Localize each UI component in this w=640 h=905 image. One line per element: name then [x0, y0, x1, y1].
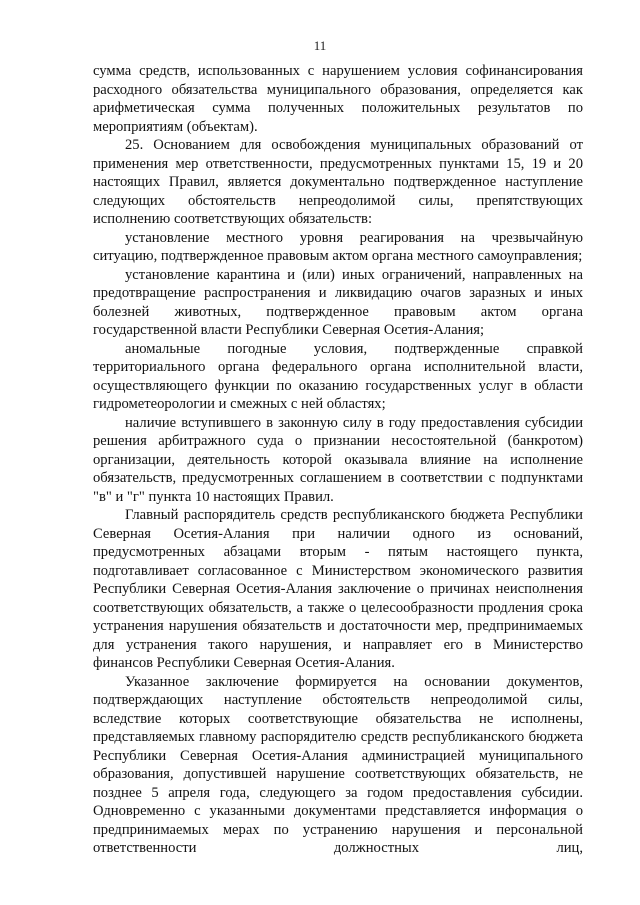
- paragraph-weather-conditions: аномальные погодные условия, подтвержденные справкой территориального органа федерального органа исполнительной власти, осуществляющего функции по оказанию государственных услуг в области гидрометеорологии и смежных с ней областях;: [93, 340, 583, 412]
- paragraph-chief-administrator: Главный распорядитель средств республиканского бюджета Республики Северная Осетия-Алания при наличии одного из оснований, предусмотренных абзацами вторым - пятым настоящего пункта, подготавливает согласованное с Министерством экономического развития Республики Северная Осетия-Алания заключение о причинах неисполнения соответствующих обязательств, а также о целесообразности продления срока устранения нарушения обязательств и достаточности мер, предпринимаемых для устранения такого нарушения, и направляет его в Министерство финансов Республики Северная Осетия-Алания.: [93, 507, 583, 671]
- page-number: 11: [313, 38, 327, 53]
- paragraph-item-25: 25. Основанием для освобождения муниципальных образований от применения мер ответственности, предусмотренных пунктами 15, 19 и 20 настоящих Правил, является документально подтвержденное наступление следующих обстоятельств непреодолимой силы, препятствующих исполнению соответствующих обязательств:: [93, 137, 583, 227]
- document-body: [93, 62, 583, 858]
- paragraph-emergency-situation: установление местного уровня реагирования на чрезвычайную ситуацию, подтвержденное правовым актом органа местного самоуправления;: [93, 229, 583, 264]
- paragraph-quarantine: установление карантина и (или) иных ограничений, направленных на предотвращение распространения и ликвидацию очагов заразных и иных болезней животных, подтвержденное правовым актом органа государственной власти Республики Северная Осетия-Алания;: [93, 266, 583, 338]
- paragraph-bankruptcy: наличие вступившего в законную силу в году предоставления субсидии решения арбитражного суда о признании несостоятельной (банкротом) организации, деятельность которой оказывала влияние на исполнение обязательств, предусмотренных соглашением в соответствии с подпунктами "в" и "г" пункта 10 настоящих Правил.: [93, 414, 583, 505]
- paragraph-continuation: сумма средств, использованных с нарушением условия софинансирования расходного обязательства муниципального образования, определяется как арифметическая сумма полученных положительных результатов по мероприятиям (объектам).: [93, 63, 583, 135]
- paragraph-conclusion: Указанное заключение формируется на основании документов, подтверждающих наступление обстоятельств непреодолимой силы, вследствие которых соответствующие обязательства не исполнены, представляемых главному распорядителю средств республиканского бюджета Республики Северная Осетия-Алания администрацией муниципального образования, допустившей нарушение соответствующих обязательств, не позднее 5 апреля года, следующего за годом предоставления субсидии. Одновременно с указанными документами представляется информация о предпринимаемых мерах по устранению нарушения и персональной ответственности должностных лиц,: [93, 673, 583, 856]
